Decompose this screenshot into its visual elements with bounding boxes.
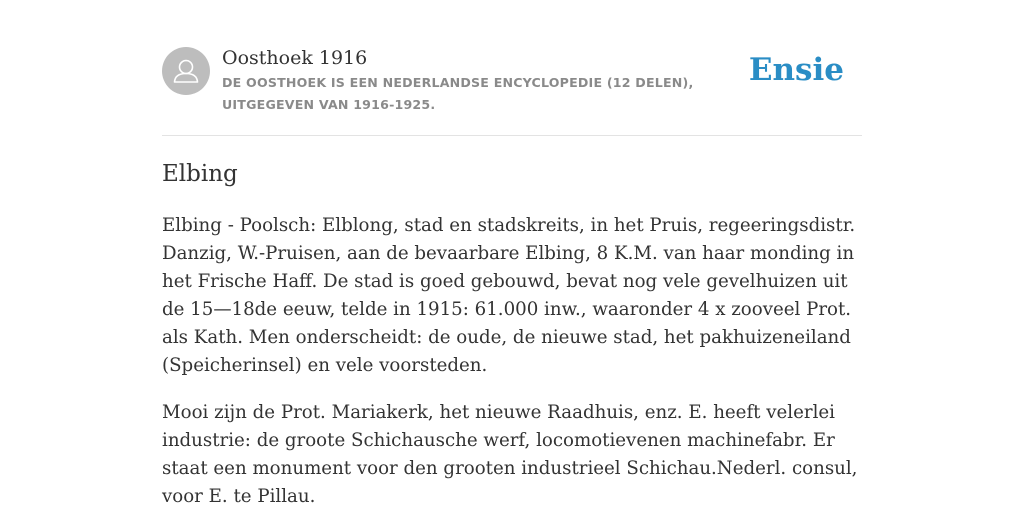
header-divider [162, 135, 862, 136]
article-paragraph: Elbing - Poolsch: Elblong, stad en stadskreits, in het Pruis, regeeringsdistr. Danzig, W.-Pruisen, aan de bevaarbare Elbing, 8 K.M. van haar monding in het Frische Haff. De stad is goed gebouwd, bevat nog vele gevelhuizen uit de 15—18de eeuw, telde in 1915: 61.000 inw., waaronder 4 x zooveel Prot. als Kath. Men onderscheidt: de oude, de nieuwe stad, het pakhuizeneiland (Speicherinsel) en vele voorsteden. [162, 215, 856, 376]
source-header [162, 46, 862, 118]
article-body [162, 212, 862, 530]
source-description: DE OOSTHOEK IS EEN NEDERLANDSE ENCYCLOPEDIE (12 DELEN), UITGEGEVEN VAN 1916-1925. [222, 75, 694, 112]
source-title[interactable]: Oosthoek 1916 [222, 47, 368, 69]
article-paragraph: Mooi zijn de Prot. Mariakerk, het nieuwe Raadhuis, enz. E. heeft velerlei industrie: de groote Schichausche werf, locomotievenen machinefabr. Er staat een monument voor den grooten industrieel Schichau.Nederl. consul, voor E. te Pillau. [162, 402, 858, 507]
ensie-logo[interactable]: Ensie [748, 52, 844, 88]
user-silhouette-icon [162, 47, 210, 95]
article-title: Elbing [162, 161, 238, 187]
source-avatar[interactable] [162, 47, 210, 95]
